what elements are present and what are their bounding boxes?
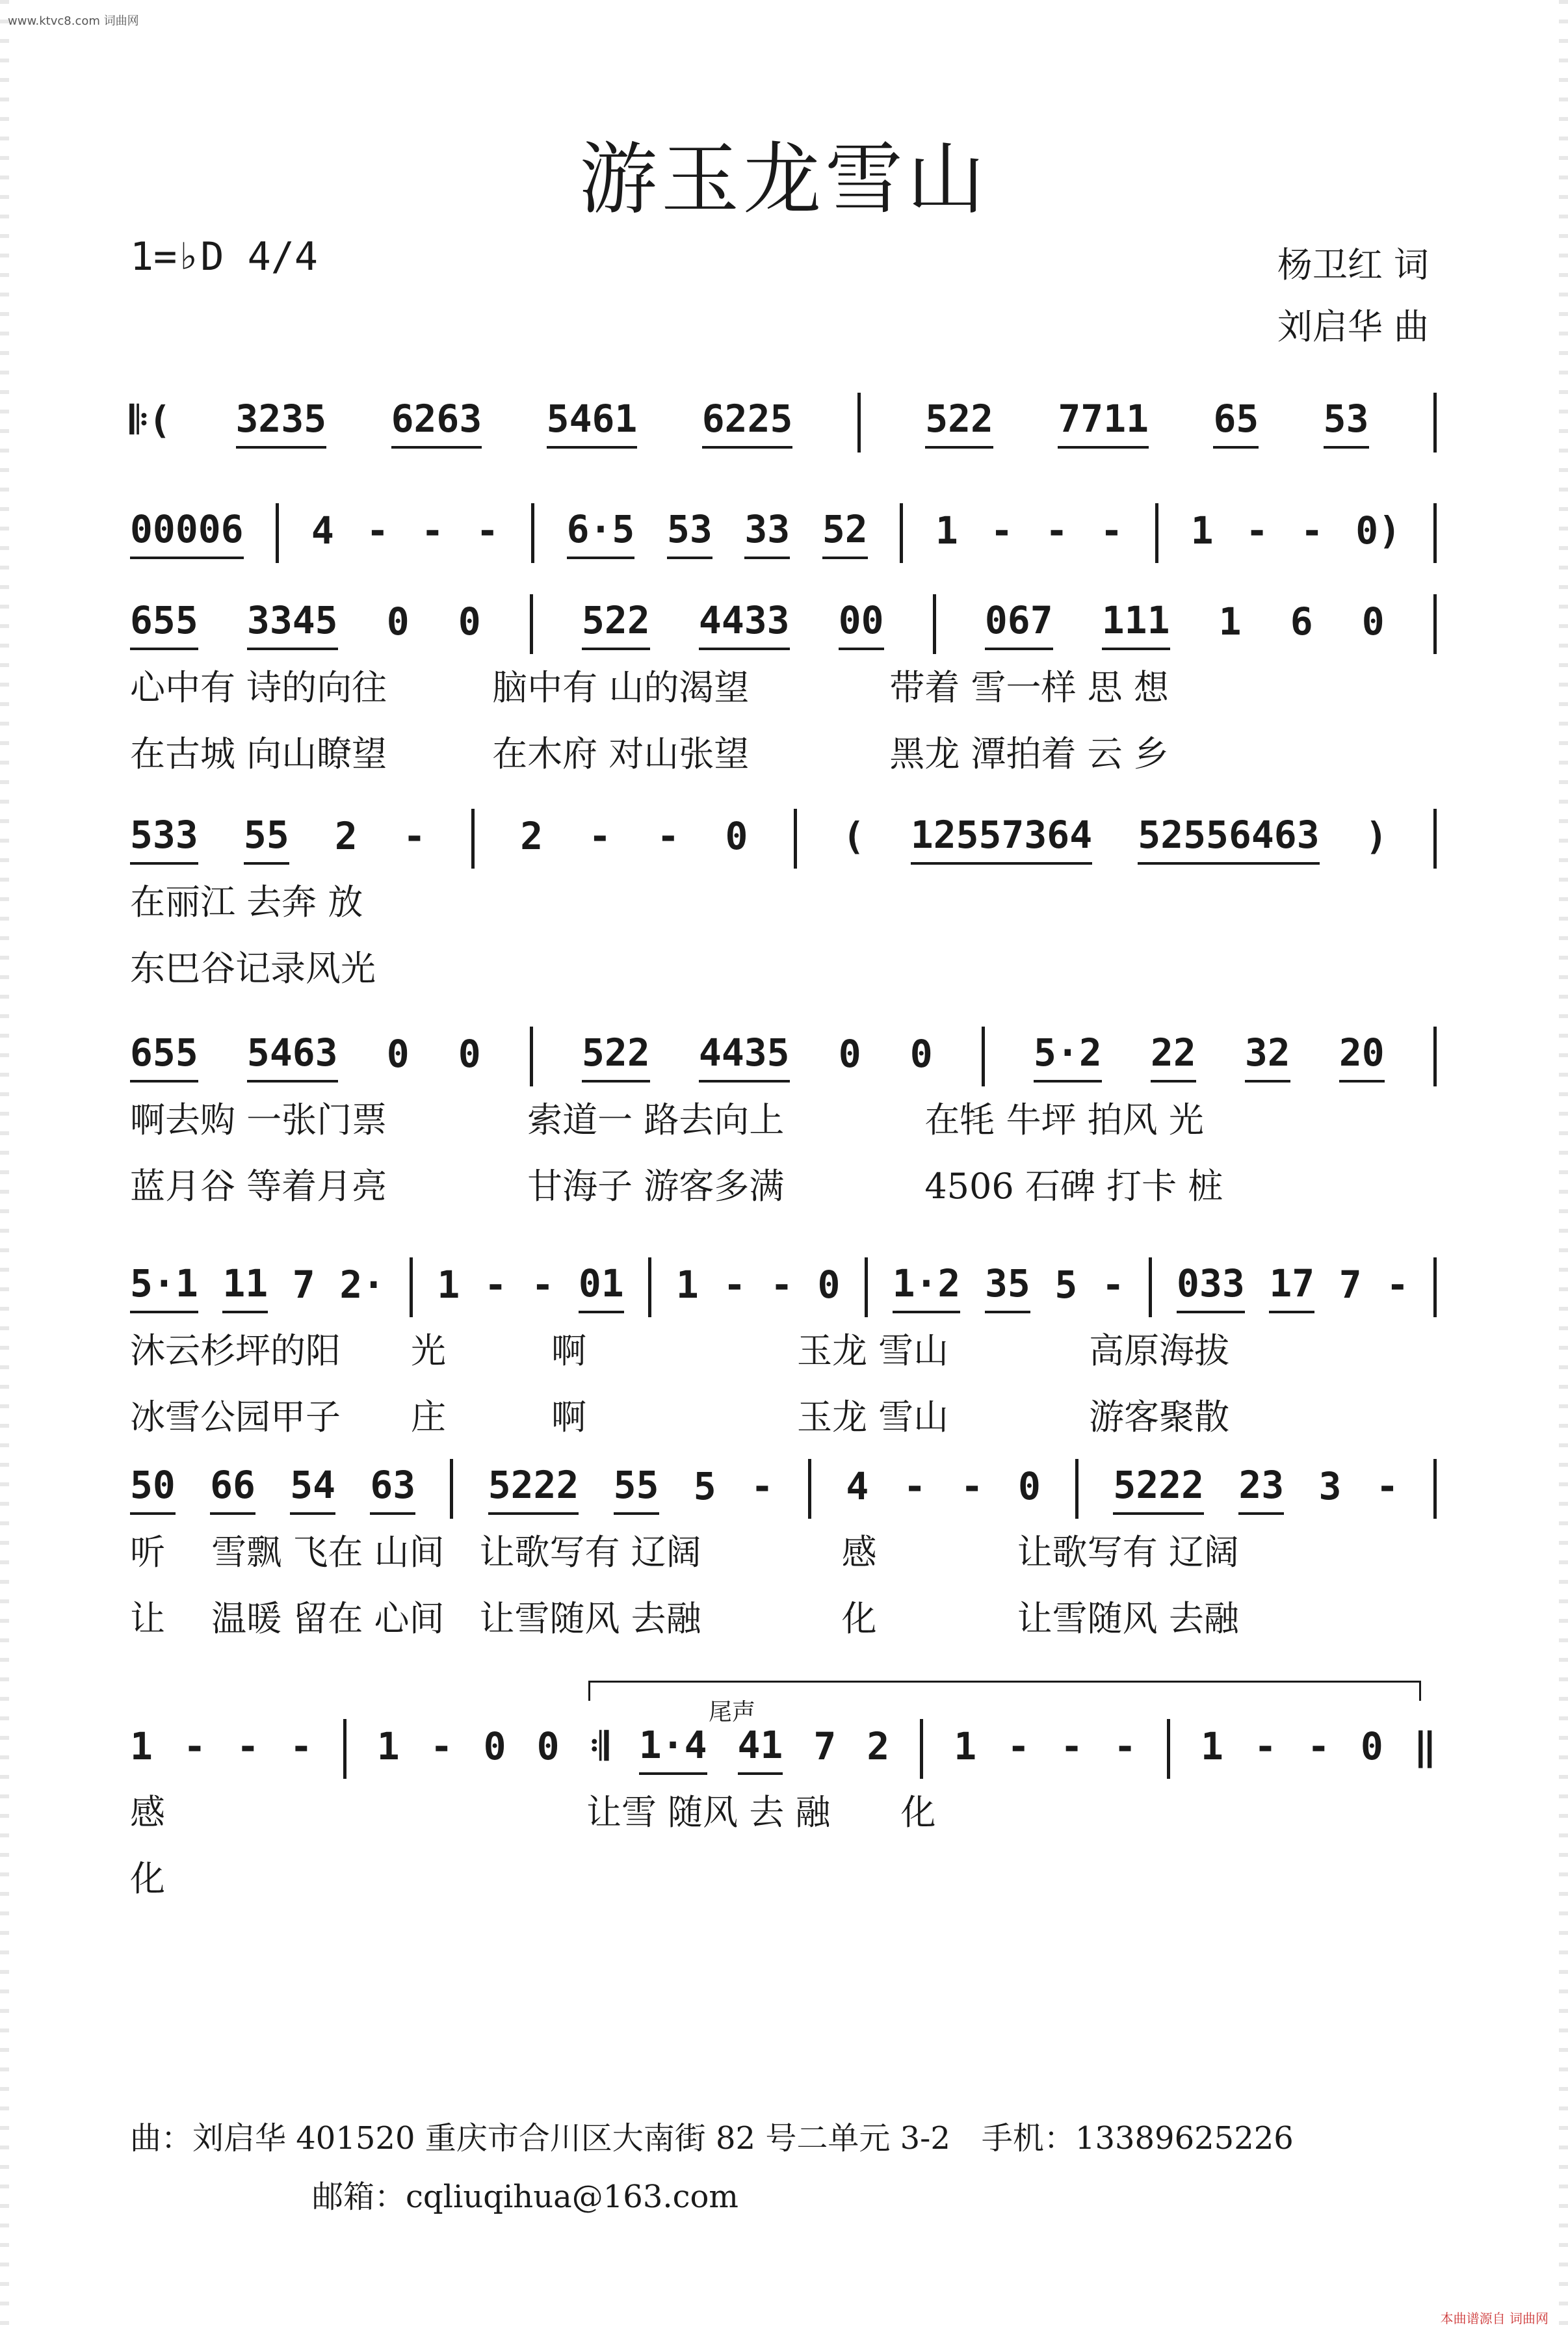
lyric-line: 在丽江 去奔 放 <box>130 882 363 923</box>
note-group: - <box>183 1724 206 1768</box>
note-group: 6·5 <box>567 507 635 559</box>
lyric-line: 听 雪飘 飞在 山间 让歌写有 辽阔 感 让歌写有 辽阔 <box>130 1532 1239 1573</box>
note-group: 20 <box>1339 1030 1385 1083</box>
note-group: 7 <box>292 1263 315 1307</box>
lyric-line: 心中有 诗的向往 脑中有 山的渴望 带着 雪一样 思 想 <box>130 667 1169 708</box>
note-line <box>130 1456 1437 1521</box>
note-group: 5463 <box>247 1030 338 1083</box>
note-group: 1·4 <box>639 1723 707 1775</box>
barline <box>1433 503 1437 563</box>
note-group: 7 <box>1339 1263 1362 1307</box>
note-group: - <box>236 1724 259 1768</box>
note-group: 5222 <box>488 1463 579 1515</box>
note-group: - <box>1045 508 1068 553</box>
note-group: ) <box>1365 814 1388 858</box>
note-group: ( <box>842 814 865 858</box>
note-group: 111 <box>1102 598 1170 650</box>
note-group: 6 <box>1290 599 1313 644</box>
note-group: 5222 <box>1113 1463 1204 1515</box>
note-group: 533 <box>130 813 198 865</box>
note-group: 1·2 <box>893 1261 961 1313</box>
note-group: 11 <box>222 1261 268 1313</box>
note-group: - <box>430 1724 453 1768</box>
note-group: - <box>1100 508 1123 553</box>
note-group: 655 <box>130 1030 198 1083</box>
lyric-line: 东巴谷记录风光 <box>130 948 376 989</box>
note-group: - <box>1376 1464 1399 1508</box>
barline <box>1433 594 1437 654</box>
barline <box>794 809 797 869</box>
note-group: 0 <box>1360 1724 1383 1768</box>
note-group: 3 <box>1318 1464 1342 1508</box>
site-stamp: 本曲谱源自 词曲网 <box>1440 2311 1548 2326</box>
note-group: 66 <box>210 1463 255 1515</box>
score-row <box>130 1456 1437 1534</box>
note-group: - <box>1253 1724 1277 1768</box>
barline <box>276 503 279 563</box>
note-group: 55 <box>244 813 289 865</box>
note-group: 522 <box>582 1030 650 1083</box>
barline <box>1155 503 1158 563</box>
note-group: 0) <box>1355 508 1402 553</box>
note-line <box>130 1716 1437 1781</box>
right-border <box>1559 0 1568 2336</box>
lyricist-credit: 杨卫红 词 <box>1277 244 1429 285</box>
note-group: 32 <box>1245 1030 1290 1083</box>
note-line <box>130 806 1437 871</box>
footer-email: 邮箱：cqliuqihua@163.com <box>312 2179 738 2215</box>
note-group: 00 <box>839 598 884 650</box>
note-group: 0 <box>909 1032 933 1076</box>
barline <box>865 1257 868 1317</box>
barline <box>1433 1257 1437 1317</box>
barline <box>857 393 861 453</box>
lyric-line: 感 让雪 随风 去 融 化 <box>130 1792 936 1833</box>
note-group: 2 <box>334 814 358 858</box>
note-group: - <box>1101 1263 1125 1307</box>
barline <box>808 1459 811 1519</box>
note-group: - <box>657 814 680 858</box>
note-group: 1 <box>376 1724 400 1768</box>
note-group: 5 <box>693 1464 716 1508</box>
lyric-line: 冰雪公园甲子 庄 啊 玉龙 雪山 游客聚散 <box>130 1397 1230 1437</box>
note-group: - <box>990 508 1013 553</box>
note-group: 0 <box>536 1724 560 1768</box>
note-group: 1 <box>675 1263 699 1307</box>
note-group: - <box>289 1724 313 1768</box>
note-group: - <box>1386 1263 1409 1307</box>
barline <box>1433 1459 1437 1519</box>
note-group: - <box>1007 1724 1030 1768</box>
note-group: 1 <box>954 1724 977 1768</box>
note-group: 5461 <box>547 397 638 449</box>
note-group: 7711 <box>1058 397 1149 449</box>
note-group: 3235 <box>236 397 327 449</box>
note-group: 5 <box>1054 1263 1078 1307</box>
barline <box>1433 393 1437 453</box>
barline <box>933 594 936 654</box>
barline <box>343 1719 346 1779</box>
source-watermark: www.ktvc8.com 词曲网 <box>8 14 139 28</box>
note-group: 0 <box>458 599 481 644</box>
note-group: 1 <box>437 1263 460 1307</box>
note-group: - <box>1300 508 1324 553</box>
barline <box>648 1257 651 1317</box>
note-group: ‖ <box>1413 1724 1437 1768</box>
score-row <box>130 1255 1437 1333</box>
note-group: - <box>1307 1724 1330 1768</box>
note-group: - <box>1246 508 1269 553</box>
note-group: 4433 <box>699 598 790 650</box>
coda-label: 尾声 <box>709 1699 756 1726</box>
note-group: 53 <box>667 507 712 559</box>
note-group: 65 <box>1213 397 1259 449</box>
note-group: 23 <box>1238 1463 1284 1515</box>
note-group: 522 <box>925 397 993 449</box>
lyric-line: 让 温暖 留在 心间 让雪随风 去融 化 让雪随风 去融 <box>130 1598 1239 1639</box>
note-group: 63 <box>370 1463 415 1515</box>
note-group: 2· <box>339 1263 385 1307</box>
barline <box>1075 1459 1078 1519</box>
note-group: 17 <box>1269 1261 1314 1313</box>
note-group: - <box>588 814 612 858</box>
note-group: 35 <box>985 1261 1030 1313</box>
note-group: 0 <box>483 1724 506 1768</box>
lyric-line: 沐云杉坪的阳 光 啊 玉龙 雪山 高原海拔 <box>130 1330 1230 1371</box>
note-group: 067 <box>985 598 1053 650</box>
note-group: - <box>903 1464 926 1508</box>
note-group: 4435 <box>699 1030 790 1083</box>
barline <box>530 1027 533 1086</box>
left-border <box>0 0 9 2336</box>
note-group: 4 <box>311 508 334 553</box>
note-group: 33 <box>744 507 790 559</box>
note-group: 6263 <box>391 397 482 449</box>
note-group: 3345 <box>247 598 338 650</box>
note-group: 0 <box>725 814 748 858</box>
lyric-line: 蓝月谷 等着月亮 甘海子 游客多满 4506 石碑 打卡 桩 <box>130 1166 1223 1207</box>
score-row <box>130 1024 1437 1102</box>
lyric-line: 化 <box>130 1858 165 1899</box>
barline <box>1167 1719 1170 1779</box>
note-group: 0 <box>386 1032 410 1076</box>
barline <box>1433 809 1437 869</box>
note-group: - <box>960 1464 984 1508</box>
score-row <box>130 390 1437 468</box>
note-group: - <box>484 1263 507 1307</box>
note-group: 52556463 <box>1138 813 1319 865</box>
note-line <box>130 592 1437 657</box>
barline <box>530 594 533 654</box>
note-group: 0 <box>817 1263 841 1307</box>
note-group: 655 <box>130 598 198 650</box>
note-group: 𝄆( <box>130 397 172 442</box>
note-group: 2 <box>867 1724 890 1768</box>
note-group: 033 <box>1177 1261 1245 1313</box>
score-row <box>130 501 1437 579</box>
note-group: 0 <box>458 1032 481 1076</box>
note-group: 52 <box>822 507 868 559</box>
score-row <box>130 592 1437 670</box>
note-group: 4 <box>846 1464 869 1508</box>
note-group: 0 <box>838 1032 861 1076</box>
footer-contact: 曲：刘启华 401520 重庆市合川区大南街 82 号二单元 3-2 手机：13389625226 <box>130 2120 1294 2157</box>
note-group: - <box>770 1263 793 1307</box>
note-group: - <box>421 508 444 553</box>
composer-credit: 刘启华 曲 <box>1277 306 1429 347</box>
note-group: 53 <box>1324 397 1369 449</box>
lyric-line: 在古城 向山瞭望 在木府 对山张望 黑龙 潭拍着 云 乡 <box>130 733 1169 774</box>
lyric-line: 啊去购 一张门票 索道一 路去向上 在牦 牛坪 拍风 光 <box>130 1099 1204 1140</box>
note-group: 1 <box>1201 1724 1223 1768</box>
note-group: 1 <box>1218 599 1242 644</box>
barline <box>920 1719 923 1779</box>
note-group: 50 <box>130 1463 176 1515</box>
note-group: 01 <box>579 1261 624 1313</box>
key-signature: 1=♭D 4/4 <box>130 234 318 280</box>
note-group: 2 <box>520 814 543 858</box>
note-group: - <box>403 814 426 858</box>
note-line <box>130 390 1437 455</box>
note-group: - <box>366 508 389 553</box>
note-group: 5·2 <box>1034 1030 1102 1083</box>
note-group: - <box>1060 1724 1084 1768</box>
barline <box>1433 1027 1437 1086</box>
note-group: 0 <box>386 599 410 644</box>
note-group: 5·1 <box>130 1261 198 1313</box>
barline <box>1149 1257 1152 1317</box>
note-group: 41 <box>738 1723 783 1775</box>
note-group: - <box>750 1464 774 1508</box>
note-group: - <box>476 508 499 553</box>
note-group: 522 <box>582 598 650 650</box>
barline <box>450 1459 453 1519</box>
song-title: 游玉龙雪山 <box>579 135 989 225</box>
note-group: 55 <box>614 1463 659 1515</box>
barline <box>531 503 534 563</box>
barline <box>410 1257 413 1317</box>
note-group: 7 <box>813 1724 837 1768</box>
note-group: - <box>1114 1724 1136 1768</box>
note-group: 54 <box>290 1463 335 1515</box>
barline <box>471 809 475 869</box>
note-group: - <box>723 1263 746 1307</box>
note-group: 0 <box>1017 1464 1041 1508</box>
note-group: - <box>531 1263 555 1307</box>
score-row <box>130 1716 1437 1794</box>
note-line <box>130 1024 1437 1089</box>
note-group: 1 <box>935 508 958 553</box>
note-group: 𝄇 <box>590 1724 608 1768</box>
note-group: 6225 <box>702 397 793 449</box>
note-group: 1 <box>1190 508 1214 553</box>
barline <box>900 503 903 563</box>
note-group: 22 <box>1151 1030 1196 1083</box>
note-group: 0 <box>1361 599 1385 644</box>
note-line <box>130 1255 1437 1320</box>
note-group: 12557364 <box>911 813 1092 865</box>
note-line <box>130 501 1437 566</box>
score-row <box>130 806 1437 884</box>
note-group: 00006 <box>130 507 244 559</box>
barline <box>982 1027 985 1086</box>
note-group: 1 <box>130 1724 153 1768</box>
